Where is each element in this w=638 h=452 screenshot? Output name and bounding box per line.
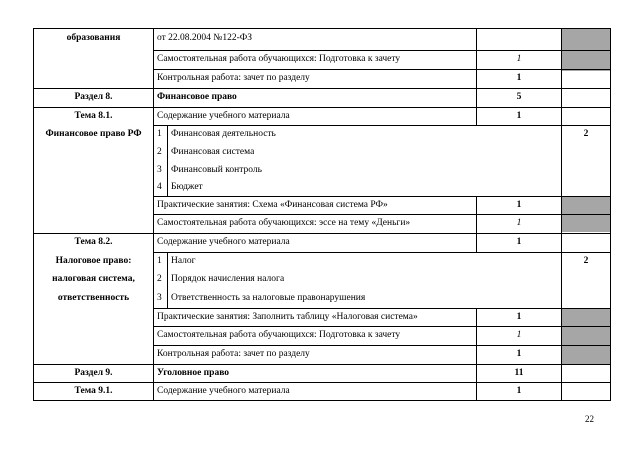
cell-hours: 5 — [516, 92, 522, 102]
cell-hours: 1 — [516, 386, 522, 396]
cell-content: от 22.08.2004 №122-ФЗ — [157, 33, 253, 43]
cell-num: 2 — [157, 274, 162, 284]
cell-num: 3 — [157, 165, 162, 175]
cell-content: Ответственность за налоговые правонарушения — [171, 293, 366, 303]
cell-content: Контрольная работа: зачет по разделу — [157, 349, 310, 359]
cell-hours: 1 — [516, 312, 522, 322]
cell-hours: 1 — [516, 330, 522, 340]
curriculum-table — [33, 28, 611, 401]
cell-hours: 1 — [516, 111, 522, 121]
cell-section: Тема 8.2. — [74, 237, 113, 247]
page-number: 22 — [585, 414, 594, 424]
cell-content: Содержание учебного материала — [157, 237, 290, 247]
cell-content: Налог — [171, 256, 196, 266]
cell-hours: 1 — [516, 54, 522, 64]
cell-section: Раздел 8. — [74, 92, 113, 102]
cell-content: Практические занятия: Заполнить таблицу «Налоговая система» — [157, 312, 418, 322]
cell-content: Самостоятельная работа обучающихся: эссе на тему «Деньги» — [157, 218, 411, 228]
cell-level: 2 — [583, 129, 589, 139]
cell-num: 2 — [157, 147, 162, 157]
cell-content: Практические занятия: Схема «Финансовая система РФ» — [157, 200, 388, 210]
cell-hours: 11 — [514, 368, 524, 378]
cell-content: Бюджет — [171, 182, 203, 192]
cell-content: Финансовое право — [157, 92, 237, 102]
cell-content: Содержание учебного материала — [157, 386, 290, 396]
cell-section: налоговая система, — [52, 274, 135, 284]
shaded-cell — [561, 309, 610, 364]
cell-section: образования — [66, 33, 121, 43]
cell-hours: 1 — [516, 218, 522, 228]
cell-num: 3 — [157, 293, 162, 303]
cell-content: Финансовая деятельность — [171, 129, 276, 139]
cell-content: Финансовый контроль — [171, 165, 262, 175]
cell-num: 1 — [157, 256, 162, 266]
cell-hours: 1 — [516, 349, 522, 359]
cell-num: 1 — [157, 129, 162, 139]
cell-section: Финансовое право РФ — [45, 129, 142, 139]
cell-content: Порядок начисления налога — [171, 274, 285, 284]
cell-content: Содержание учебного материала — [157, 111, 290, 121]
cell-section: Налоговое право: — [55, 256, 132, 266]
cell-section: Тема 9.1. — [74, 386, 113, 396]
cell-section: Тема 8.1. — [74, 111, 113, 121]
cell-num: 4 — [157, 182, 162, 192]
cell-content: Уголовное право — [157, 368, 230, 378]
cell-section: Раздел 9. — [74, 368, 113, 378]
cell-level: 2 — [583, 256, 589, 266]
cell-content: Самостоятельная работа обучающихся: Подготовка к зачету — [157, 54, 401, 64]
cell-hours: 1 — [516, 200, 522, 210]
cell-hours: 1 — [516, 237, 522, 247]
cell-content: Самостоятельная работа обучающихся: Подготовка к зачету — [157, 330, 401, 340]
cell-content: Контрольная работа: зачет по разделу — [157, 73, 310, 83]
cell-content: Финансовая система — [171, 147, 255, 157]
cell-hours: 1 — [516, 73, 522, 83]
cell-section: ответственность — [57, 293, 130, 303]
